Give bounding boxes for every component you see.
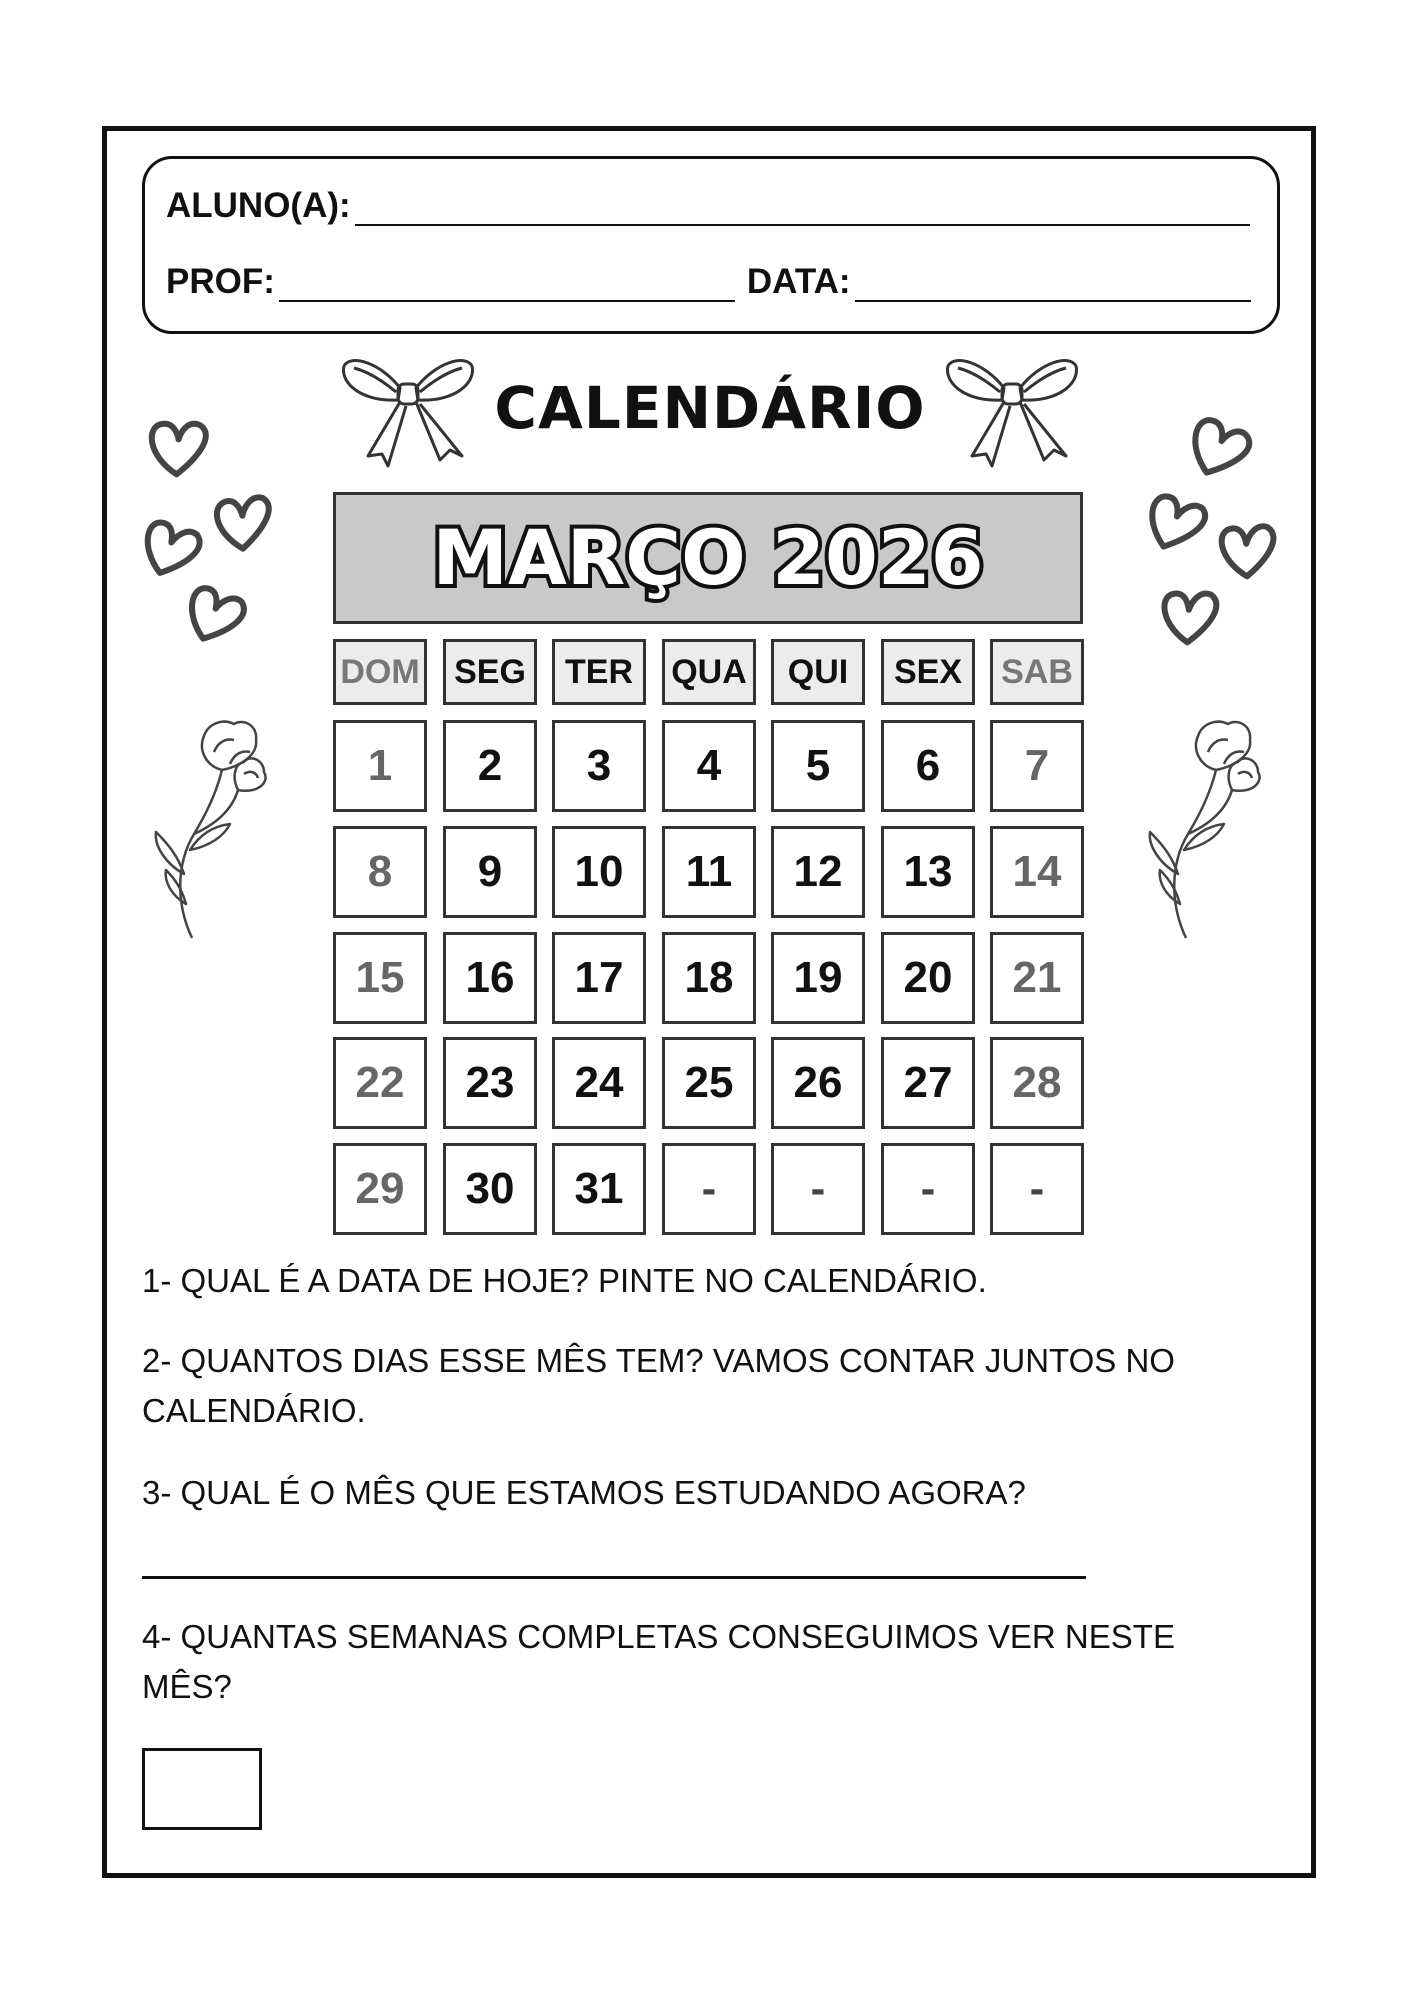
day-cell[interactable]: 28 [990,1037,1084,1129]
question-3: 3- QUAL É O MÊS QUE ESTAMOS ESTUDANDO AGORA? [142,1474,1026,1511]
day-cell[interactable]: 18 [662,932,756,1024]
teacher-label: PROF: [166,262,275,301]
date-label: DATA: [746,262,851,301]
answer-box[interactable] [142,1748,262,1830]
day-cell[interactable]: 15 [333,932,427,1024]
month-banner [333,492,1083,624]
empty-day-cell[interactable]: - [990,1143,1084,1235]
day-cell[interactable]: 24 [552,1037,646,1129]
day-cell[interactable]: 6 [881,720,975,812]
weekday-header: DOM [333,639,427,705]
empty-day-cell[interactable]: - [662,1143,756,1235]
day-cell[interactable]: 19 [771,932,865,1024]
day-cell[interactable]: 7 [990,720,1084,812]
student-info-box [142,156,1280,334]
day-cell[interactable]: 14 [990,826,1084,918]
day-cell[interactable]: 21 [990,932,1084,1024]
weekday-header: TER [552,639,646,705]
day-cell[interactable]: 10 [552,826,646,918]
day-cell[interactable]: 8 [333,826,427,918]
weekday-header: QUA [662,639,756,705]
student-name-line [166,186,1250,226]
question-4: 4- QUANTAS SEMANAS COMPLETAS CONSEGUIMOS VER NESTE MÊS? [142,1618,1175,1705]
day-cell[interactable]: 16 [443,932,537,1024]
day-cell[interactable]: 23 [443,1037,537,1129]
date-field[interactable] [855,268,1251,302]
student-name-field[interactable] [355,192,1250,226]
day-cell[interactable]: 4 [662,720,756,812]
day-cell[interactable]: 17 [552,932,646,1024]
day-cell[interactable]: 5 [771,720,865,812]
day-cell[interactable]: 12 [771,826,865,918]
day-cell[interactable]: 27 [881,1037,975,1129]
day-cell[interactable]: 22 [333,1037,427,1129]
question-1: 1- QUAL É A DATA DE HOJE? PINTE NO CALENDÁRIO. [142,1262,987,1299]
day-cell[interactable]: 9 [443,826,537,918]
answer-line[interactable] [142,1576,1086,1579]
day-cell[interactable]: 29 [333,1143,427,1235]
student-label: ALUNO(A): [166,186,351,225]
weekday-header: QUI [771,639,865,705]
day-cell[interactable]: 31 [552,1143,646,1235]
weekday-header: SEX [881,639,975,705]
page-title: CALENDÁRIO [494,374,926,442]
day-cell[interactable]: 20 [881,932,975,1024]
flower-icon [146,714,276,940]
heart-icon [1124,400,1284,650]
day-cell[interactable]: 26 [771,1037,865,1129]
day-cell[interactable]: 11 [662,826,756,918]
teacher-name-field[interactable] [279,268,735,302]
month-title: MARÇO 2026 [432,513,984,602]
empty-day-cell[interactable]: - [771,1143,865,1235]
month-title-graphic [338,498,1078,618]
day-cell[interactable]: 2 [443,720,537,812]
empty-day-cell[interactable]: - [881,1143,975,1235]
day-cell[interactable]: 25 [662,1037,756,1129]
teacher-date-line [166,262,1251,302]
heart-icon [136,400,296,650]
weekday-header: SEG [443,639,537,705]
day-cell[interactable]: 30 [443,1143,537,1235]
weekday-header: SAB [990,639,1084,705]
day-cell[interactable]: 1 [333,720,427,812]
day-cell[interactable]: 3 [552,720,646,812]
day-cell[interactable]: 13 [881,826,975,918]
question-2: 2- QUANTOS DIAS ESSE MÊS TEM? VAMOS CONTAR JUNTOS NO CALENDÁRIO. [142,1342,1175,1429]
flower-icon [1140,714,1270,940]
